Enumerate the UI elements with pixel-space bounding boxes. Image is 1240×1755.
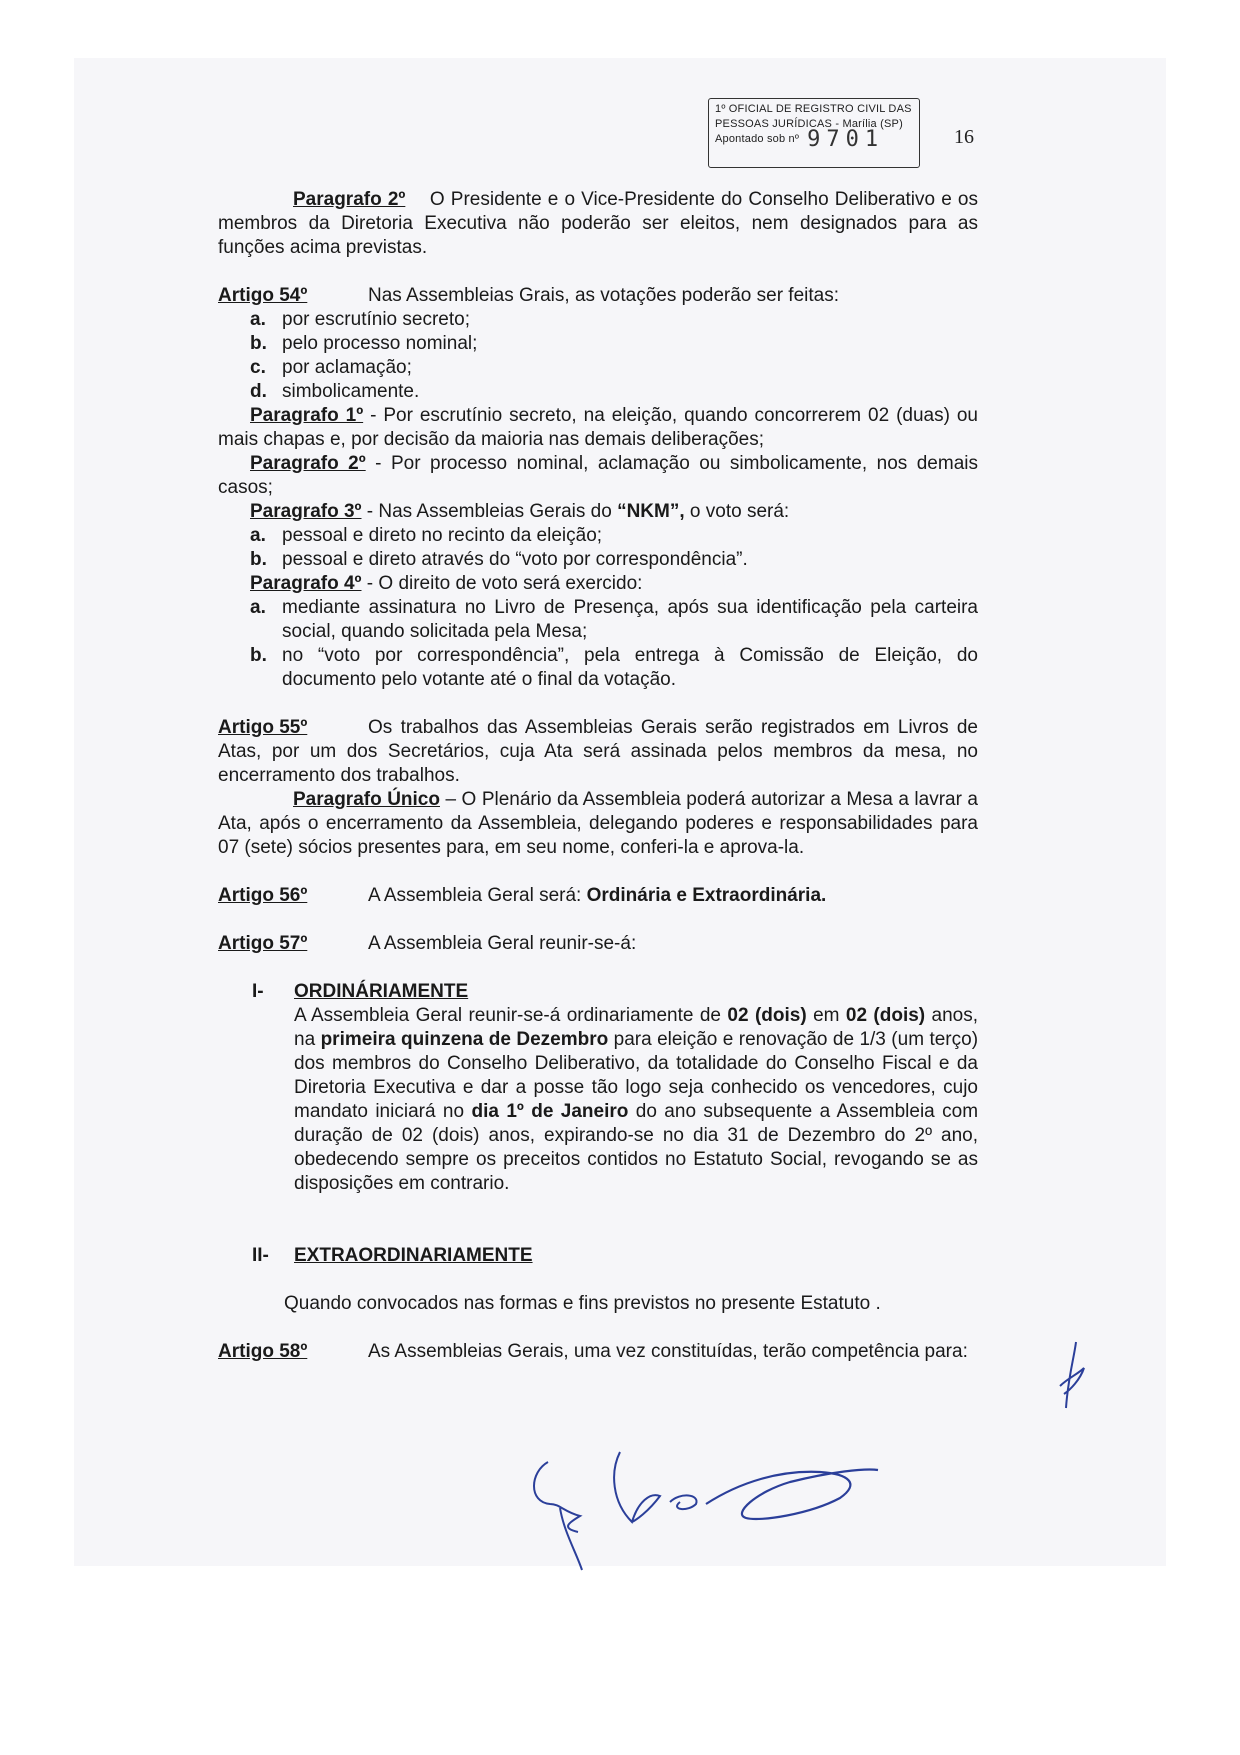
art54-paragraph-1 [218,404,978,452]
section-1-bold-4: dia 1º de Janeiro [471,1101,629,1122]
section-2-numeral: II- [252,1245,269,1266]
stamp-number: 9701 [807,127,885,152]
list-item [218,332,978,356]
list-item [218,380,978,404]
article-55-text: Os trabalhos das Assembleias Gerais serão registrados em Livros de Atas, por um dos Secretários, cuja Ata será assinada pelos membros da mesa, no encerramento dos trabalhos. [218,717,978,786]
art54-paragraph-4 [218,572,978,596]
stamp-line-3: Apontado sob nº [715,133,800,145]
art54-paragraph-3-bold: “NKM”, [617,501,685,522]
article-56-bold: Ordinária e Extraordinária. [586,885,827,906]
section-1-bold-1: 02 (dois) [727,1005,807,1026]
registry-stamp [708,98,920,168]
document-body [218,188,978,1364]
paragraph-2-heading: Paragrafo 2º [293,189,406,210]
list-item-text: no “voto por correspondência”, pela entrega à Comissão de Eleição, do documento pelo votante até o final da votação. [282,645,978,690]
article-57-text: A Assembleia Geral reunir-se-á: [368,933,637,954]
art54-paragraph-1-heading: Paragrafo 1º [250,405,364,426]
art55-paragraph-unico-heading: Paragrafo Único [293,789,440,810]
list-item-label: c. [250,357,266,378]
list-item-label: b. [250,645,267,666]
section-1-numeral: I- [252,981,264,1002]
paragraph-2-text: O Presidente e o Vice-Presidente do Conselho Deliberativo e os membros da Diretoria Executiva não poderão ser eleitos, nem designados para as funções acima previstas. [218,189,978,258]
art55-paragraph-unico-text: – O Plenário da Assembleia poderá autorizar a Mesa a lavrar a Ata, após o encerramento da Assembleia, delegando poderes e responsabilidades para 07 (sete) sócios presentes para, em seu nome, conferi-la e aprova-la. [218,789,978,858]
list-item [218,548,978,572]
art54-paragraph-3-text: - Nas Assembleias Gerais do [366,501,612,522]
art54-paragraph-4-heading: Paragrafo 4º [250,573,362,594]
article-58-heading: Artigo 58º [218,1341,308,1362]
handwritten-signature-icon [520,1442,880,1572]
section-1-text [294,1004,978,1196]
stamp-line-3-row [715,127,913,152]
list-item-label: b. [250,549,267,570]
list-item-text: por escrutínio secreto; [282,309,470,330]
section-1-text-1: A Assembleia Geral reunir-se-á ordinariamente de [294,1005,721,1026]
stamp-line-2: PESSOAS JURÍDICAS - Marília (SP) [715,118,903,130]
art54-paragraph-2-text: - Por processo nominal, aclamação ou simbolicamente, nos demais casos; [218,453,978,498]
list-item [218,644,978,692]
list-item-label: b. [250,333,267,354]
section-1-bold-3: primeira quinzena de Dezembro [320,1029,609,1050]
list-item-text: simbolicamente. [282,381,420,402]
stamp-line-1: 1º OFICIAL DE REGISTRO CIVIL DAS [715,103,912,115]
art54-paragraph-2-heading: Paragrafo 2º [250,453,366,474]
section-2-text: Quando convocados nas formas e fins previstos no presente Estatuto . [284,1293,881,1314]
section-extraordinariamente [218,1244,978,1316]
article-56-text: A Assembleia Geral será: [368,885,582,906]
section-1-text-2: em [813,1005,840,1026]
article-55-heading: Artigo 55º [218,717,308,738]
article-56-heading: Artigo 56º [218,885,308,906]
paragraph-2-block [218,188,978,260]
art54-paragraph-4-text: - O direito de voto será exercido: [366,573,643,594]
list-item [218,308,978,332]
article-55-block [218,716,978,788]
section-2-title: EXTRAORDINARIAMENTE [294,1245,533,1266]
article-57-heading: Artigo 57º [218,933,308,954]
article-54-heading: Artigo 54º [218,285,308,306]
list-item [218,596,978,644]
article-54-text: Nas Assembleias Grais, as votações poderão ser feitas: [368,285,840,306]
section-ordinariamente [218,980,978,1196]
art54-paragraph-3-text-end: o voto será: [689,501,790,522]
list-item-label: a. [250,525,266,546]
art54-paragraph-2 [218,452,978,500]
list-item-text: mediante assinatura no Livro de Presença, após sua identificação pela carteira social, quando solicitada pela Mesa; [282,597,978,642]
section-1-text-5: do ano subsequente a Assembleia com duração de 02 (dois) anos, expirando-se no dia 31 de Dezembro do 2º ano, obedecendo sempre os preceitos contidos no Estatuto Social, revogando se as disposições em contrario. [294,1101,979,1194]
article-58-text: As Assembleias Gerais, uma vez constituídas, terão competência para: [368,1341,968,1362]
list-item-label: d. [250,381,267,402]
page-number: 16 [954,126,974,148]
list-item-text: pessoal e direto através do “voto por correspondência”. [282,549,748,570]
section-1-text-3: anos, na [294,1005,979,1050]
art54-paragraph-3-heading: Paragrafo 3º [250,501,362,522]
article-57-block [218,932,978,956]
list-item-label: a. [250,309,266,330]
list-item-text: pelo processo nominal; [282,333,478,354]
art54-paragraph-3 [218,500,978,524]
article-56-block [218,884,978,908]
list-item-text: pessoal e direto no recinto da eleição; [282,525,603,546]
art54-paragraph-1-text: - Por escrutínio secreto, na eleição, quando concorrerem 02 (duas) ou mais chapas e, por decisão da maioria nas demais deliberações; [218,405,978,450]
section-1-bold-2: 02 (dois) [845,1005,926,1026]
art55-paragraph-unico [218,788,978,860]
article-58-block [218,1340,978,1364]
initial-signature-icon [1054,1338,1094,1418]
list-item-text: por aclamação; [282,357,412,378]
list-item [218,524,978,548]
section-1-text-4: para eleição e renovação de 1/3 (um terço) dos membros do Conselho Deliberativo, da totalidade do Conselho Fiscal e da Diretoria Executiva e dar a posse tão logo seja conhecido os vencedores, cujo mandato iniciará no [294,1029,979,1122]
section-1-title: ORDINÁRIAMENTE [294,981,469,1002]
article-54-block [218,284,978,308]
list-item-label: a. [250,597,266,618]
list-item [218,356,978,380]
